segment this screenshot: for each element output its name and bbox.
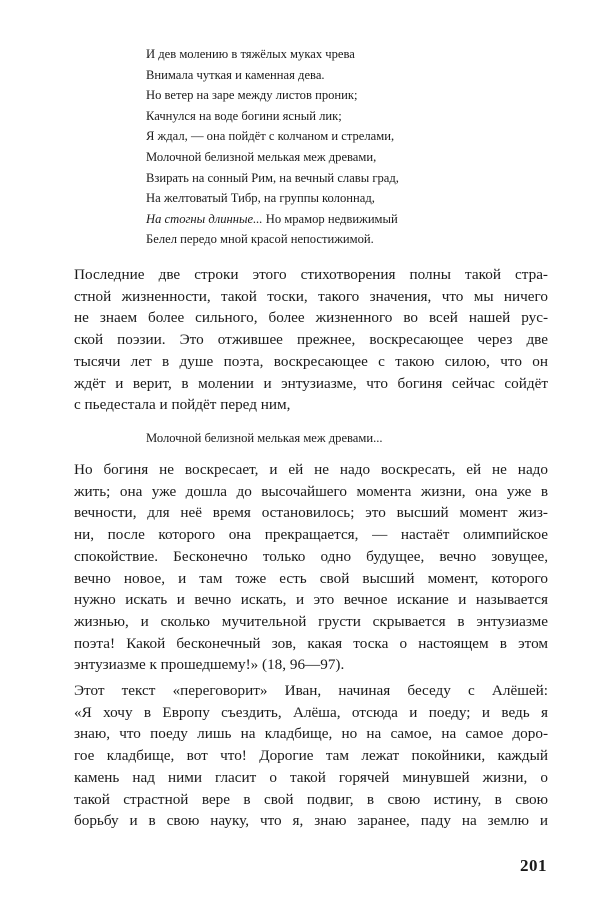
text-line: такой страстной вере в свой подвиг, в свою истину, в свою bbox=[74, 790, 548, 808]
text-line: гое кладбище, вот что! Дорогие там лежат покойники, каждый bbox=[74, 747, 548, 765]
text-line: ни, после которого она прекращается, — настаёт олимпийское bbox=[74, 526, 548, 544]
poem-line-rest: Но мрамор недвижимый bbox=[265, 211, 398, 226]
text-line: нужно искать и вечно искать, и это вечное искание и называется bbox=[74, 591, 548, 609]
closing-paragraph bbox=[74, 680, 548, 832]
quotation-paragraph bbox=[74, 459, 548, 676]
text-line: поэта! Какой бесконечный зов, какая тоска о настоящем в этом bbox=[74, 634, 548, 652]
text-line: Последние две строки этого стихотворения полны такой стра- bbox=[74, 266, 548, 283]
poem-line: Взирать на сонный Рим, на вечный славы град, bbox=[146, 170, 399, 185]
poem-line: Молочной белизной мелькая меж древами, bbox=[146, 149, 377, 164]
text-line: ской поэзии. Это отжившее прежнее, воскресающее через две bbox=[74, 331, 548, 349]
poem-block bbox=[146, 44, 566, 250]
poem-line: На желтоватый Тибр, на группы колоннад, bbox=[146, 191, 375, 206]
text-line: энтузиазме к прошедшему!» (18, 96—97). bbox=[74, 656, 345, 674]
poem-line bbox=[146, 209, 566, 230]
text-line: Но богиня не воскресает, и ей не надо воскресать, ей не надо bbox=[74, 461, 548, 478]
poem-quote: Молочной белизной мелькая меж древами... bbox=[146, 431, 383, 445]
poem-line: Качнулся на воде богини ясный лик; bbox=[146, 108, 342, 123]
text-line: вечности, для неё время остановилось; это высший момент жиз- bbox=[74, 504, 548, 522]
poem-line: Белел передо мной красой непостижимой. bbox=[146, 232, 374, 247]
text-line: знаю, что поеду лишь на кладбище, но на самое, на самое доро- bbox=[74, 725, 548, 743]
poem-line: Я ждал, — она пойдёт с колчаном и стрелами, bbox=[146, 129, 395, 144]
text-line: «Я хочу в Европу съездить, Алёша, отсюда и поеду; и ведь я bbox=[74, 703, 548, 721]
text-line: Этот текст «переговорит» Иван, начиная беседу с Алёшей: bbox=[74, 682, 548, 699]
text-line: жить; она уже дошла до высочайшего момента жизни, она уже в bbox=[74, 482, 548, 500]
text-line: жизнью, и сколько мучительной грусти скрывается в энтузиазме bbox=[74, 612, 548, 630]
text-line: стной жизненности, такой тоски, такого значения, что мы ничего bbox=[74, 287, 548, 305]
poem-line: Но ветер на заре между листов проник; bbox=[146, 88, 358, 103]
commentary-paragraph bbox=[74, 264, 548, 416]
text-line: борьбу и в свою науку, что я, знаю заранее, паду на землю и bbox=[74, 812, 548, 830]
text-line: камень над ними гласит о такой горячей минувшей жизни, о bbox=[74, 768, 548, 786]
text-line: вечно новое, и там тоже есть свой высший момент, которого bbox=[74, 569, 548, 587]
text-line: с пьедестала и пойдёт перед ним, bbox=[74, 396, 291, 414]
text-line: ждёт и верит, в молении и энтузиазме, что богиня сейчас сойдёт bbox=[74, 374, 548, 392]
text-line: спокойствие. Бесконечно только одно будущее, вечно зовущее, bbox=[74, 547, 548, 565]
page-number: 201 bbox=[520, 856, 547, 875]
text-line: не знаем более сильного, более жизненного во всей нашей рус- bbox=[74, 309, 548, 327]
poem-line: И дев молению в тяжёлых муках чрева bbox=[146, 47, 355, 61]
poem-italic-fragment: На стогны длинные... bbox=[146, 211, 263, 226]
text-line: тысячи лет в душе поэта, воскресающее с такою силою, что он bbox=[74, 352, 548, 370]
poem-line: Внимала чуткая и каменная дева. bbox=[146, 67, 325, 82]
